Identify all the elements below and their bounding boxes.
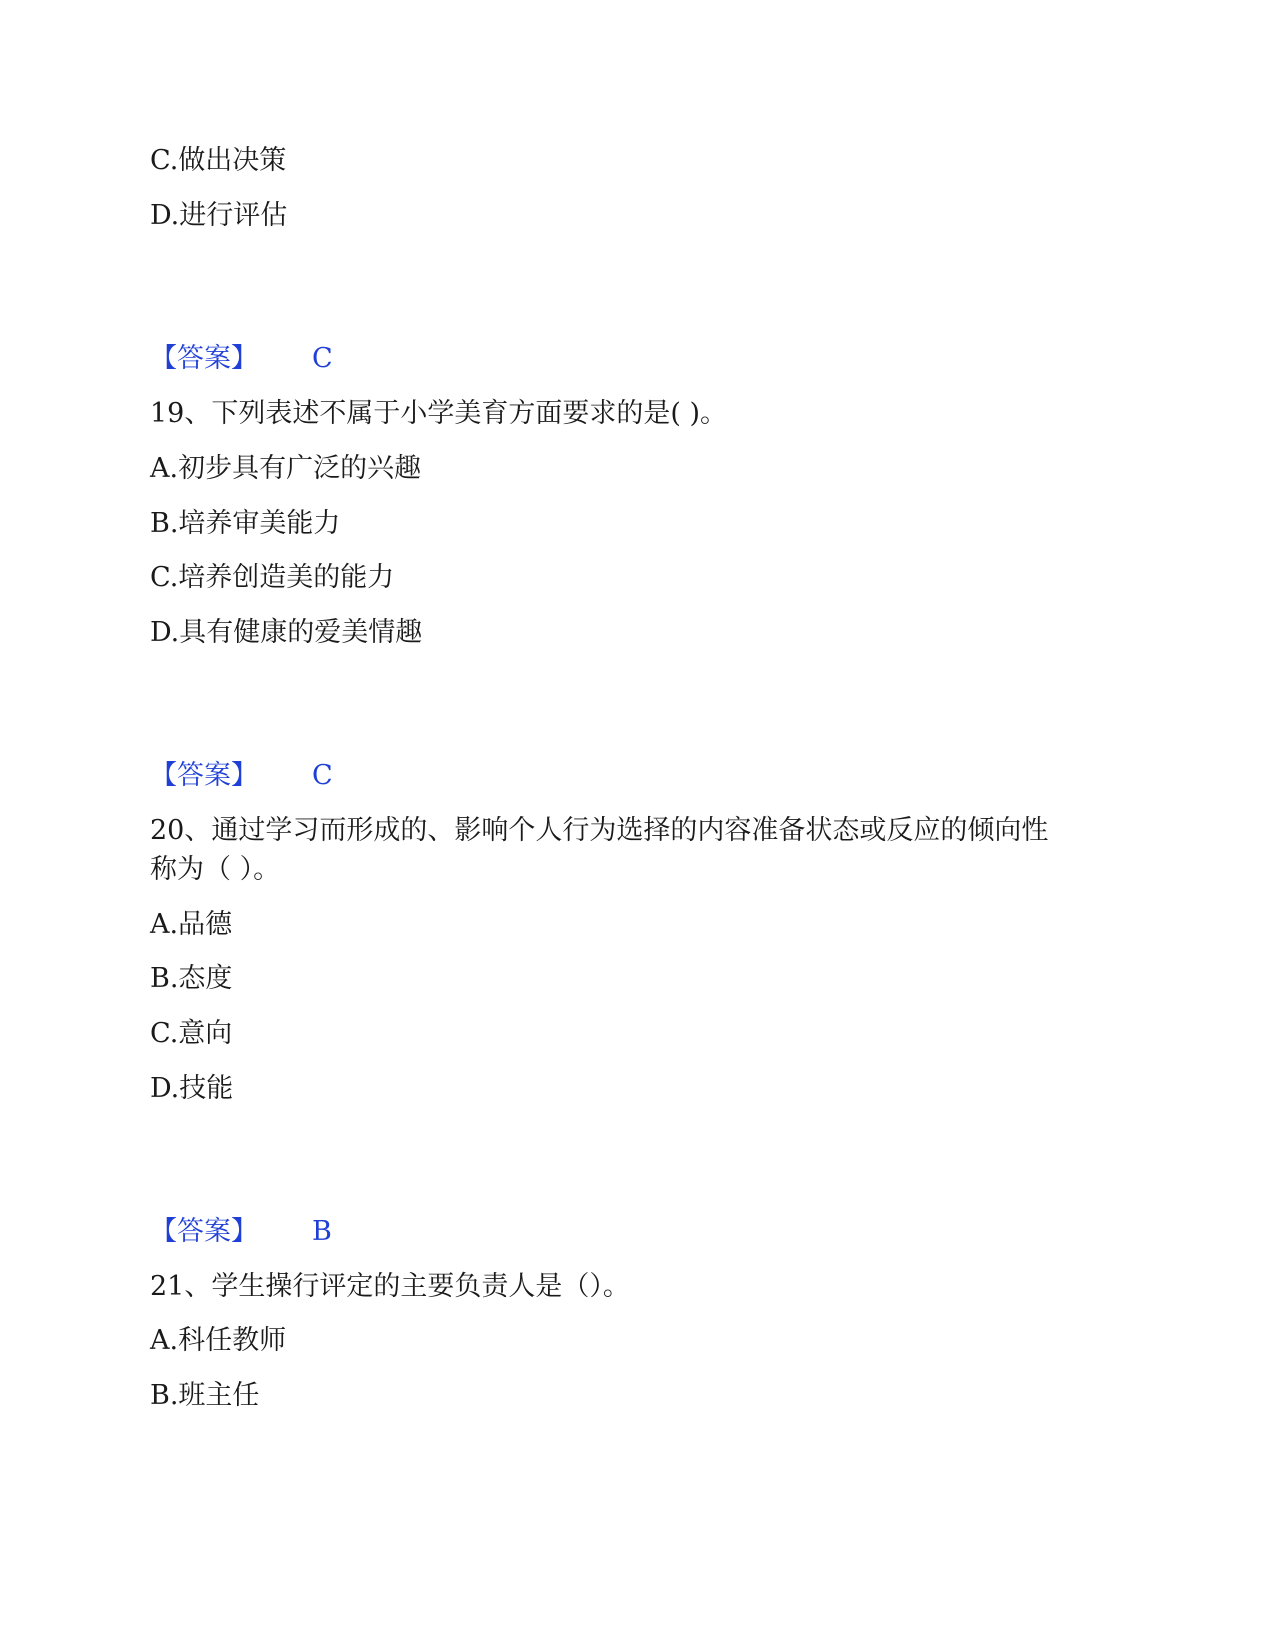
q20-option-c: C.意向 <box>150 1018 233 1049</box>
q19-answer <box>150 758 333 794</box>
prev-option-c: C.做出决策 <box>150 145 287 176</box>
answer-tag: 【答案】 <box>150 1216 258 1247</box>
q20-option-d: D.技能 <box>150 1073 234 1104</box>
q20-stem-line2: 称为（ ）。 <box>150 854 281 885</box>
q19-option-a: A.初步具有广泛的兴趣 <box>150 453 422 484</box>
answer-value: B <box>312 1216 332 1247</box>
q20-answer <box>150 1214 332 1250</box>
q20-option-b: B.态度 <box>150 963 233 994</box>
q20-stem-line1: 20、通过学习而形成的、影响个人行为选择的内容准备状态或反应的倾向性 <box>150 815 1049 846</box>
q19-stem: 19、下列表述不属于小学美育方面要求的是( )。 <box>150 398 728 429</box>
q21-option-b: B.班主任 <box>150 1380 260 1411</box>
q19-option-d: D.具有健康的爱美情趣 <box>150 617 423 648</box>
answer-value: C <box>312 760 333 791</box>
prev-option-d: D.进行评估 <box>150 200 288 231</box>
q21-option-a: A.科任教师 <box>150 1325 287 1356</box>
q20-option-a: A.品德 <box>150 909 233 940</box>
q21-stem: 21、学生操行评定的主要负责人是（）。 <box>150 1271 630 1302</box>
answer-tag: 【答案】 <box>150 760 258 791</box>
q19-option-b: B.培养审美能力 <box>150 508 341 539</box>
answer-value: C <box>312 343 333 374</box>
answer-tag: 【答案】 <box>150 343 258 374</box>
q19-option-c: C.培养创造美的能力 <box>150 562 395 593</box>
prev-answer <box>150 341 333 377</box>
